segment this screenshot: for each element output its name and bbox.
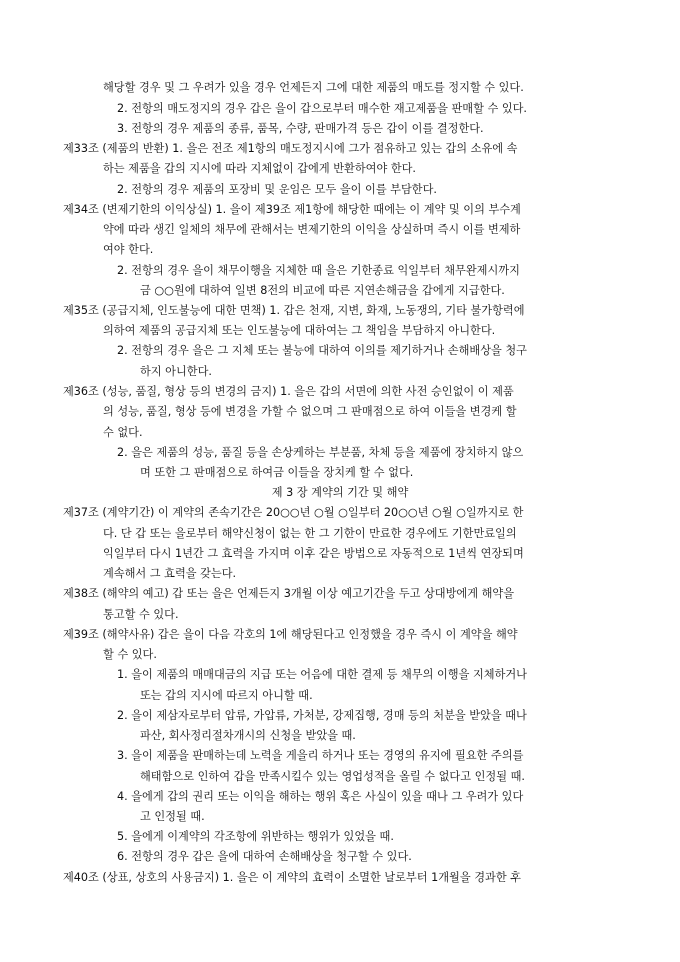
article-37-heading: 제37조 (계약기간) 이 계약의 존속기간은 20○○년 ○월 ○일부터 20○○년 ○월 ○일까지로 한 [63, 506, 524, 519]
text-line: 파산, 회사정리절차개시의 신청을 받았을 때. [140, 729, 356, 742]
article-38-heading: 제38조 (해약의 예고) 갑 또는 을은 언제든지 3개월 이상 예고기간을 두고 상대방에게 해약을 [63, 587, 515, 600]
text-line: 통고할 수 있다. [103, 608, 179, 621]
text-line: 하지 아니한다. [140, 365, 212, 378]
text-line: 여야 한다. [103, 243, 154, 256]
text-line: 약에 따라 생긴 일체의 채무에 관해서는 변제기한의 이익을 상실하며 즉시 이를 변제하 [103, 223, 521, 236]
text-line: 해당할 경우 및 그 우려가 있을 경우 언제든지 그에 대한 제품의 매도를 정지할 수 있다. [103, 81, 524, 94]
text-line: 수 없다. [103, 426, 143, 439]
article-34-heading: 제34조 (변제기한의 이익상실) 1. 을이 제39조 제1항에 해당한 때에는 이 계약 및 이의 부수계 [63, 203, 521, 216]
chapter-3-title: 제 3 장 계약의 기간 및 해약 [271, 486, 409, 499]
text-line: 금 ○○원에 대하여 일변 8전의 비교에 따른 지연손해금을 갑에게 지급한다. [140, 284, 505, 297]
text-line: 3. 전항의 경우 제품의 종류, 품목, 수량, 판매가격 등은 갑이 이를 결정한다. [117, 122, 484, 135]
text-line: 2. 전항의 매도정지의 경우 갑은 을이 갑으로부터 매수한 재고제품을 판매할 수 있다. [117, 102, 527, 115]
article-40-heading: 제40조 (상표, 상호의 사용금지) 1. 을은 이 계약의 효력이 소멸한 날로부터 1개월을 경과한 후 [63, 871, 521, 884]
text-line: 5. 을에게 이계약의 각조항에 위반하는 행위가 있었을 때. [117, 830, 394, 843]
text-line: 2. 전항의 경우 을은 그 지체 또는 불능에 대하여 이의를 제기하거나 손해배상을 청구 [117, 344, 527, 357]
article-35-heading: 제35조 (공급지체, 인도불능에 대한 면책) 1. 갑은 천재, 지변, 화재, 노동쟁의, 기타 불가항력에 [63, 304, 525, 317]
text-line: 익일부터 다시 1년간 그 효력을 가지며 이후 같은 방법으로 자동적으로 1년씩 연장되며 [103, 547, 524, 560]
text-line: 또는 갑의 지시에 따르지 아니할 때. [140, 689, 313, 702]
text-line: 2. 을이 제삼자로부터 압류, 가압류, 가처분, 강제집행, 경매 등의 처분을 받았을 때나 [117, 709, 527, 722]
text-line: 의 성능, 품질, 형상 등에 변경을 가할 수 없으며 그 판매점으로 하여 이들을 변경케 할 [103, 405, 517, 418]
article-36-heading: 제36조 (성능, 품질, 형상 등의 변경의 금지) 1. 을은 갑의 서면에 의한 사전 승인없이 이 제품 [63, 385, 514, 398]
text-line: 할 수 있다. [103, 648, 157, 661]
text-line: 며 또한 그 판매점으로 하여금 이들을 장치케 할 수 없다. [140, 466, 414, 479]
text-line: 1. 을이 제품의 매매대금의 지급 또는 어음에 대한 결제 등 채무의 이행을 지체하거나 [117, 668, 527, 681]
article-39-heading: 제39조 (해약사유) 갑은 을이 다음 각호의 1에 해당된다고 인정했을 경우 즉시 이 계약을 해약 [63, 628, 518, 641]
text-line: 2. 을은 제품의 성능, 품질 등을 손상케하는 부분품, 차체 등을 제품에 장치하지 않으 [117, 446, 524, 459]
article-33-heading: 제33조 (제품의 반환) 1. 을은 전조 제1항의 매도정지시에 그가 점유하고 있는 갑의 소유에 속 [63, 142, 518, 155]
text-line: 하는 제품을 갑의 지시에 따라 지체없이 갑에게 반환하여야 한다. [103, 162, 416, 175]
text-line: 다. 단 갑 또는 을로부터 해약신청이 없는 한 그 기한이 만료한 경우에도 기한만료일의 [103, 527, 517, 540]
text-line: 6. 전항의 경우 갑은 을에 대하여 손해배상을 청구할 수 있다. [117, 850, 412, 863]
text-line: 3. 을이 제품을 판매하는데 노력을 게을리 하거나 또는 경영의 유지에 필요한 주의를 [117, 749, 524, 762]
text-line: 계속해서 그 효력을 갖는다. [103, 567, 237, 580]
text-line: 해태함으로 인하여 갑을 만족시킬수 있는 영업성적을 올릴 수 없다고 인정될 때. [140, 770, 525, 783]
text-line: 2. 전항의 경우 제품의 포장비 및 운임은 모두 을이 이를 부담한다. [117, 183, 437, 196]
text-line: 2. 전항의 경우 을이 채무이행을 지체한 때 을은 기한종료 익일부터 채무완제시까지 [117, 264, 520, 277]
text-line: 고 인정될 때. [140, 810, 205, 823]
text-line: 의하여 제품의 공급지체 또는 인도불능에 대하여는 그 책임을 부담하지 아니한다. [103, 324, 496, 337]
text-line: 4. 을에게 갑의 권리 또는 이익을 해하는 행위 혹은 사실이 있을 때나 그 우려가 있다 [117, 790, 524, 803]
